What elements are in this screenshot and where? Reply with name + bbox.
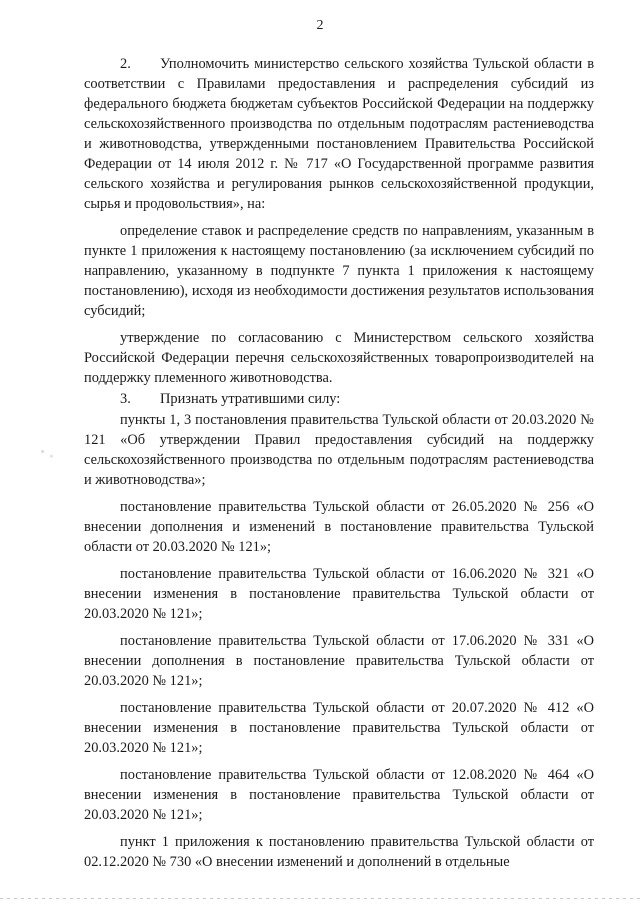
list-item: пункт 1 приложения к постановлению правительства Тульской области от 02.12.2020 № 730 «О внесении изменений и дополнений в отдельные bbox=[84, 834, 594, 870]
paragraph-2 bbox=[84, 54, 594, 214]
paragraph-number: 3. bbox=[120, 391, 131, 407]
list-item: постановление правительства Тульской области от 17.06.2020 № 331 «О внесении дополнения в постановление правительства Тульской области от 20.03.2020 № 121»; bbox=[84, 633, 594, 689]
scan-edge-line bbox=[0, 898, 640, 899]
paragraph-approval: утверждение по согласованию с Министерством сельского хозяйства Российской Федерации перечня сельскохозяйственных товаропроизводителей на поддержку племенного животноводства. bbox=[84, 330, 594, 386]
document-body bbox=[84, 54, 594, 873]
list-item: постановление правительства Тульской области от 16.06.2020 № 321 «О внесении изменения в постановление правительства Тульской области от 20.03.2020 № 121»; bbox=[84, 566, 594, 622]
scan-artifact bbox=[36, 445, 58, 461]
list-item: постановление правительства Тульской области от 26.05.2020 № 256 «О внесении дополнения и изменений в постановление правительства Тульской области от 20.03.2020 № 121»; bbox=[84, 499, 594, 555]
paragraph-3 bbox=[84, 389, 594, 409]
paragraph-text: Уполномочить министерство сельского хозяйства Тульской области в соответствии с Правилами предоставления и распределения субсидий из федерального бюджета бюджетам субъектов Российской Федерации на поддержку сельскохозяйственного производства по отдельным подотраслям растениеводства и животноводства, утвержденными постановлением Правительства Российской Федерации от 14 июля 2012 г. № 717 «О Государственной программе развития сельского хозяйства и регулирования рынков сельскохозяйственной продукции, сырья и продовольствия», на: bbox=[84, 56, 594, 212]
paragraph-rates: определение ставок и распределение средств по направлениям, указанным в пункте 1 приложения к настоящему постановлению (за исключением субсидий по направлению, указанному в подпункте 7 пункта 1 приложения к настоящему постановлению), исходя из необходимости достижения результатов использования субсидий; bbox=[84, 223, 594, 319]
list-item: постановление правительства Тульской области от 20.07.2020 № 412 «О внесении изменения в постановление правительства Тульской области от 20.03.2020 № 121»; bbox=[84, 700, 594, 756]
page-number: 2 bbox=[316, 18, 324, 33]
paragraph-number: 2. bbox=[120, 56, 131, 72]
list-item: пункты 1, 3 постановления правительства Тульской области от 20.03.2020 № 121 «Об утверждении Правил предоставления субсидий на поддержку сельскохозяйственного производства по отдельным подотраслям растениеводства и животноводства»; bbox=[84, 412, 594, 488]
paragraph-text: Признать утратившими силу: bbox=[160, 391, 341, 407]
list-item: постановление правительства Тульской области от 12.08.2020 № 464 «О внесении изменения в постановление правительства Тульской области от 20.03.2020 № 121»; bbox=[84, 767, 594, 823]
